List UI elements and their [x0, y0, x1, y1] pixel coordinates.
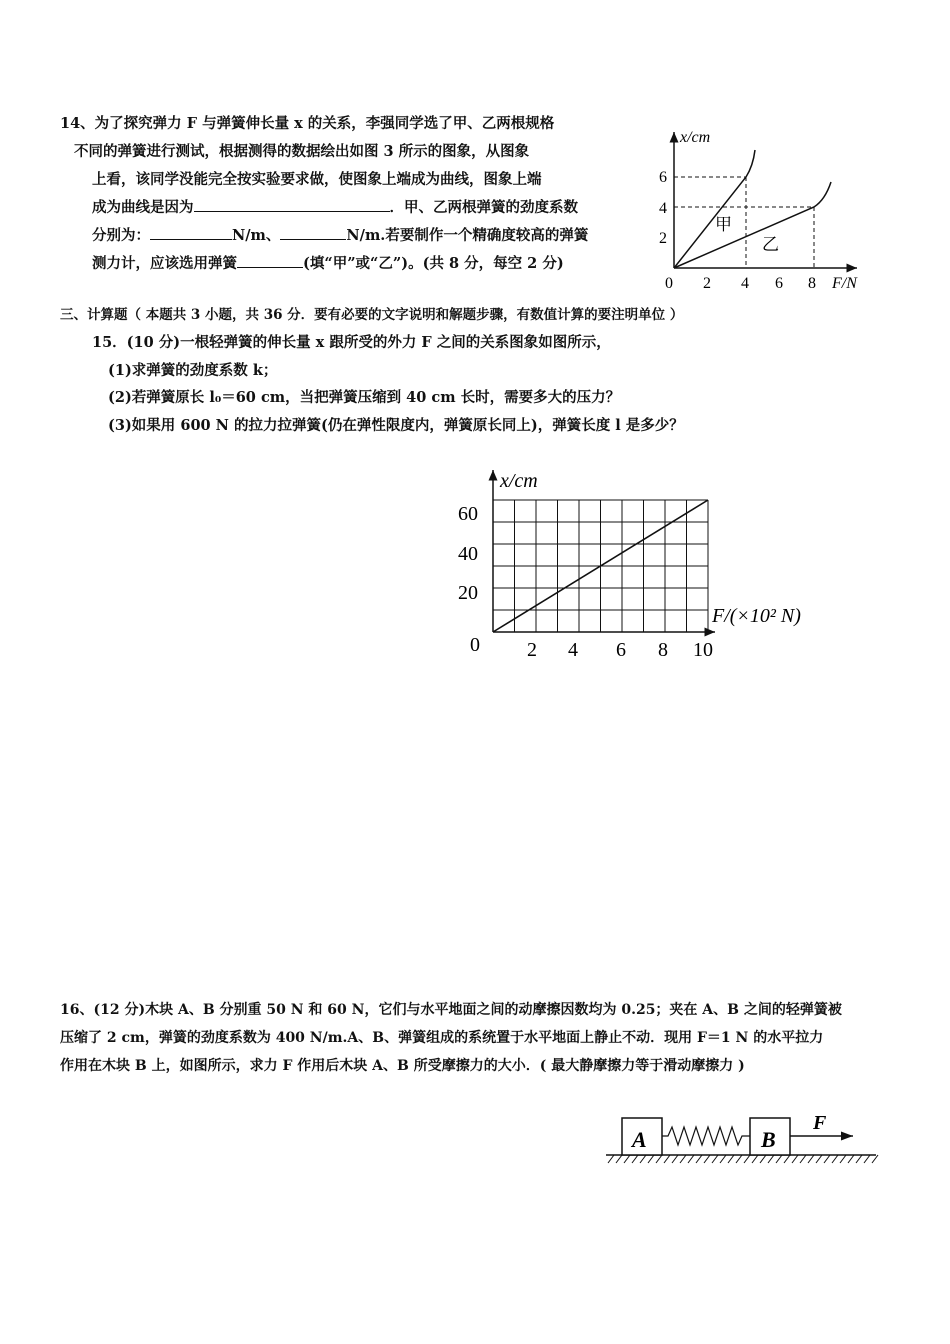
q15-intro: 15．(10 分)一根轻弹簧的伸长量 x 跟所受的外力 F 之间的关系图象如图所示， [92, 334, 611, 351]
answer-blank-1[interactable] [194, 197, 390, 212]
q14-line4-text-a: 成为曲线是因为 [92, 199, 194, 216]
hatch-mark [648, 1155, 654, 1163]
q14-line-yi [674, 182, 831, 268]
hatch-mark [664, 1155, 670, 1163]
hatch-mark [840, 1155, 846, 1163]
q14-y-tick-6: 6 [659, 169, 667, 186]
q14-line5-text-b: N/m、 [232, 227, 281, 244]
q15-y-tick-20: 20 [458, 582, 478, 604]
block-b-label: B [761, 1127, 776, 1152]
q15-x-tick-6: 6 [616, 639, 626, 661]
hatch-mark [656, 1155, 662, 1163]
q15-y-tick-40: 40 [458, 543, 478, 565]
hatch-mark [696, 1155, 702, 1163]
hatch-mark [632, 1155, 638, 1163]
q15-part3: (3)如果用 600 N 的拉力拉弹簧(仍在弹性限度内，弹簧原长同上)，弹簧长度 l 是多少？ [108, 417, 684, 434]
hatch-mark [800, 1155, 806, 1163]
q15-y-tick-60: 60 [458, 503, 478, 525]
q14-y-label: x/cm [680, 129, 711, 146]
ground-hatch [608, 1155, 878, 1163]
q15-part2: (2)若弹簧原长 l₀＝60 cm，当把弹簧压缩到 40 cm 长时，需要多大的压力？ [108, 389, 621, 406]
q14-line6-text-a: 测力计，应该选用弹簧 [92, 255, 237, 272]
hatch-mark [824, 1155, 830, 1163]
hatch-mark [832, 1155, 838, 1163]
section3-heading: 三、计算题（ 本题共 3 小题，共 36 分．要有必要的文字说明和解题步骤，有数值计算的要注明单位 ） [60, 307, 684, 323]
answer-blank-2[interactable] [150, 225, 232, 240]
hatch-mark [816, 1155, 822, 1163]
q14-x-tick-6: 6 [775, 275, 783, 292]
q14-y-tick-2: 2 [659, 230, 667, 247]
q15-x-label: F/(×10² N) [712, 605, 801, 627]
q16-figure [600, 1105, 885, 1175]
answer-blank-4[interactable] [237, 253, 303, 268]
q14-line4 [92, 197, 578, 218]
hatch-mark [720, 1155, 726, 1163]
q16-line3: 作用在木块 B 上，如图所示，求力 F 作用后木块 A、B 所受摩擦力的大小．( 最大静摩擦力等于滑动摩擦力 ) [60, 1058, 745, 1074]
q15-x-tick-2: 2 [527, 639, 537, 661]
spring [662, 1127, 750, 1145]
hatch-mark [864, 1155, 870, 1163]
q14-x-tick-0: 0 [665, 275, 673, 292]
hatch-mark [608, 1155, 614, 1163]
q15-origin: 0 [470, 634, 480, 656]
q14-line6 [92, 253, 564, 274]
q14-x-tick-4: 4 [741, 275, 749, 292]
q14-line4-text-b: ．甲、乙两根弹簧的劲度系数 [389, 199, 578, 216]
hatch-mark [848, 1155, 854, 1163]
hatch-mark [624, 1155, 630, 1163]
hatch-mark [792, 1155, 798, 1163]
hatch-mark [712, 1155, 718, 1163]
hatch-mark [808, 1155, 814, 1163]
q15-x-tick-10: 10 [693, 639, 713, 661]
hatch-mark [872, 1155, 878, 1163]
force-label: F [813, 1112, 827, 1134]
q15-part1: (1)求弹簧的劲度系数 k； [108, 362, 278, 379]
hatch-mark [736, 1155, 742, 1163]
q14-line6-text-b: (填“甲”或“乙”)。(共 8 分，每空 2 分) [303, 255, 564, 272]
q16-line2: 压缩了 2 cm，弹簧的劲度系数为 400 N/m.A、B、弹簧组成的系统置于水平地面上静止不动．现用 F＝1 N 的水平拉力 [60, 1030, 824, 1046]
q14-x-label: F/N [832, 275, 857, 292]
hatch-mark [744, 1155, 750, 1163]
q15-y-label: x/cm [500, 470, 538, 492]
hatch-mark [672, 1155, 678, 1163]
hatch-mark [752, 1155, 758, 1163]
hatch-mark [680, 1155, 686, 1163]
q14-x-tick-8: 8 [808, 275, 816, 292]
q14-figure [655, 122, 870, 297]
hatch-mark [856, 1155, 862, 1163]
q14-x-tick-2: 2 [703, 275, 711, 292]
q15-x-tick-8: 8 [658, 639, 668, 661]
q14-label-yi: 乙 [762, 235, 779, 254]
q15-chart [450, 462, 850, 672]
hatch-mark [784, 1155, 790, 1163]
q14-line5 [92, 225, 588, 246]
q14-y-tick-4: 4 [659, 200, 667, 217]
hatch-mark [776, 1155, 782, 1163]
q14-line5-text-a: 分别为： [92, 227, 150, 244]
hatch-mark [704, 1155, 710, 1163]
q14-line2: 不同的弹簧进行测试，根据测得的数据绘出如图 3 所示的图象，从图象 [74, 143, 530, 160]
q14-line5-text-c: N/m.若要制作一个精确度较高的弹簧 [346, 227, 589, 244]
hatch-mark [688, 1155, 694, 1163]
hatch-mark [728, 1155, 734, 1163]
q14-line3: 上看，该同学没能完全按实验要求做，使图象上端成为曲线，图象上端 [92, 171, 542, 188]
q15-x-tick-4: 4 [568, 639, 578, 661]
q14-label-jia: 甲 [715, 215, 732, 234]
q14-line1: 14、为了探究弹力 F 与弹簧伸长量 x 的关系，李强同学选了甲、乙两根规格 [60, 115, 555, 132]
hatch-mark [768, 1155, 774, 1163]
hatch-mark [640, 1155, 646, 1163]
answer-blank-3[interactable] [280, 225, 346, 240]
q16-line1: 16、(12 分)木块 A、B 分别重 50 N 和 60 N，它们与水平地面之间的动摩擦因数均为 0.25；夹在 A、B 之间的轻弹簧被 [60, 1002, 842, 1018]
hatch-mark [760, 1155, 766, 1163]
hatch-mark [616, 1155, 622, 1163]
block-a-label: A [632, 1127, 647, 1152]
